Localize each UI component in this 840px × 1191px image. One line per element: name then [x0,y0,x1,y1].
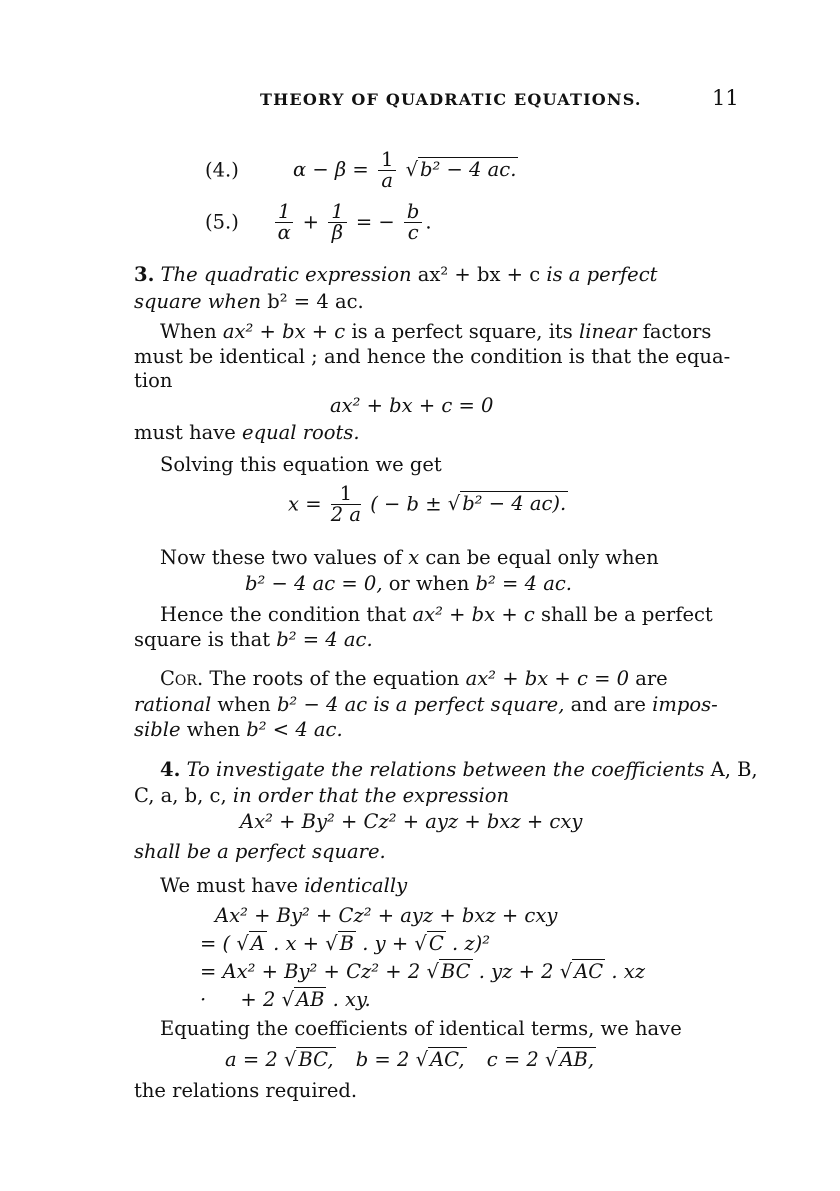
corollary-line-3 [134,720,343,740]
radicand: B [339,932,355,955]
heading-text: in order that the expression [232,784,510,807]
corollary-label: Cor. [160,667,204,690]
identity-line-4 [200,990,371,1010]
expression: b² < 4 ac. [246,718,343,741]
radical [284,1050,336,1070]
identity-line-3 [200,962,645,982]
fraction [328,202,346,244]
text: When [160,320,217,343]
text: The roots of the equation [209,667,460,690]
radicand: b² − 4 ac. [420,158,517,182]
radical-sign: √ [447,492,461,516]
equation-4 [205,150,518,192]
paragraph-line [245,574,572,594]
equation-5 [205,202,432,244]
expression: b² = 4 ac. [276,628,373,651]
text: . xz [611,960,646,983]
period: . [425,210,432,234]
identity-line-2 [200,934,490,954]
paragraph-line [160,876,407,896]
equation-middle: ( − b ± [370,492,442,516]
plus-sign: + [302,210,319,234]
emphasis: sible [134,718,181,741]
emphasis: impos- [652,693,718,716]
text: can be equal only when [425,546,659,569]
expression: ax² + bx + c [412,603,535,626]
text: shall be a perfect [541,603,713,626]
fraction-numerator: 1 [331,484,361,505]
text: when [217,693,271,716]
result-relations [225,1050,596,1070]
display-expression: Ax² + By² + Cz² + ayz + bxz + cxy [240,810,583,833]
text: Hence the condition that [160,603,407,626]
radicand: AC [574,960,604,983]
fraction-denominator: β [331,221,344,245]
radical [282,990,327,1010]
corollary-line-1 [160,669,668,689]
text: = ( [200,932,231,955]
section-3-heading-line-2 [134,292,364,312]
radical-sign: √ [236,932,249,955]
text: square is that [134,628,271,651]
radical [414,934,445,954]
radical-sign: √ [405,158,419,182]
paragraph-line [134,630,373,650]
fraction-numerator: 1 [378,150,396,171]
fraction-denominator: a [381,169,393,193]
text: Now these two values of [160,546,402,569]
paragraph-line [160,322,711,342]
bullet-dot: · [200,988,207,1011]
radical-sign: √ [559,960,573,983]
expression: b² − 4 ac = 0, [245,572,383,595]
radical-sign: √ [414,932,427,955]
radical [406,160,519,180]
heading-expression: ax² + bx + c [417,263,541,286]
radical [560,962,605,982]
text: = Ax² + By² + Cz² + 2 [200,960,421,983]
fraction-denominator: c [407,221,419,245]
radical [448,494,568,514]
equals-sign: = − [355,210,395,234]
section-3-heading-line-1 [134,265,657,285]
radical [426,962,472,982]
radicand: A [250,932,265,955]
paragraph-line [134,423,360,443]
radicand: C [428,932,444,955]
variable: x [408,546,420,569]
text: . y + [362,932,409,955]
text: are [635,667,668,690]
paragraph-line: Solving this equation we get [160,453,442,476]
equation-label: (4.) [205,158,239,182]
expression: ax² + bx + c = 0 [465,667,630,690]
heading-text: C, a, b, c, [134,784,227,807]
radical-sign: √ [415,1048,429,1071]
radical-sign: √ [325,932,338,955]
text: . x + [273,932,320,955]
paragraph-line: Equating the coefficients of identical terms, we have [160,1017,682,1040]
page-number: 11 [712,86,739,110]
text: when [186,718,241,741]
fraction-numerator: 1 [328,202,346,223]
radical [545,1050,596,1070]
radicand: AB, [559,1048,595,1071]
paragraph-line [160,548,659,568]
section-4-heading-line-3: shall be a perfect square. [134,840,386,863]
radical [236,934,267,954]
display-equation: ax² + bx + c = 0 [330,394,494,417]
radicand: b² − 4 ac). [462,492,567,516]
fraction-numerator: 1 [275,202,293,223]
expression: b² − 4 ac [276,693,368,716]
identity-line-1: Ax² + By² + Cz² + ayz + bxz + cxy [215,904,558,927]
radical-sign: √ [426,960,439,983]
fraction [404,202,422,244]
radical-sign: √ [283,1048,297,1071]
text: must have [134,421,236,444]
text: b = 2 [355,1048,410,1071]
radicand: BC, [298,1048,334,1071]
emphasis: equal roots. [242,421,360,444]
paragraph-line: must be identical ; and hence the condition is that the equa- [134,345,731,368]
section-number: 3. [134,263,155,286]
emphasis: rational [134,693,212,716]
emphasis: identically [304,874,408,897]
text: + 2 [240,988,276,1011]
equation-label: (5.) [205,210,239,234]
text: We must have [160,874,299,897]
heading-text: To investigate the relations between the coefficients [186,758,705,781]
paragraph-line: tion [134,369,173,392]
fraction [275,202,293,244]
corollary-line-2 [134,695,718,715]
text: is a perfect square, its [351,320,573,343]
heading-text: A, B, [710,758,758,781]
radical-sign: √ [545,1048,558,1071]
radical [416,1050,467,1070]
section-4-heading-line-1 [160,760,758,780]
paragraph-line [160,605,713,625]
text: a = 2 [225,1048,278,1071]
heading-text: The quadratic expression [160,263,412,286]
expression: ax² + bx + c [222,320,346,343]
section-4-heading-line-2 [134,786,509,806]
heading-text: is a perfect [546,263,658,286]
fraction-denominator: α [277,221,291,245]
radical-sign: √ [281,988,294,1011]
text: . yz + 2 [478,960,554,983]
text: . z)² [451,932,491,955]
fraction [378,150,396,192]
emphasis: is a perfect square, [373,693,565,716]
fraction-denominator: 2 a [330,503,361,527]
emphasis: linear [578,320,637,343]
radicand: AC, [430,1048,465,1071]
text: and are [570,693,646,716]
radicand: BC [440,960,471,983]
fraction [331,484,361,526]
heading-text: square when [134,290,262,313]
equation-lhs: x = [288,492,322,516]
radicand: AB [296,988,325,1011]
fraction-numerator: b [404,202,422,223]
text: . xy. [332,988,371,1011]
text: or when [388,572,470,595]
radical [325,934,356,954]
equation-lhs: α − β = [293,158,369,182]
heading-condition: b² = 4 ac. [267,290,364,313]
expression: b² = 4 ac. [475,572,572,595]
paragraph-line: the relations required. [134,1079,358,1102]
text: c = 2 [486,1048,539,1071]
section-number: 4. [160,758,181,781]
text: factors [642,320,712,343]
running-title: THEORY OF QUADRATIC EQUATIONS. [260,90,642,109]
solution-equation [288,484,568,526]
